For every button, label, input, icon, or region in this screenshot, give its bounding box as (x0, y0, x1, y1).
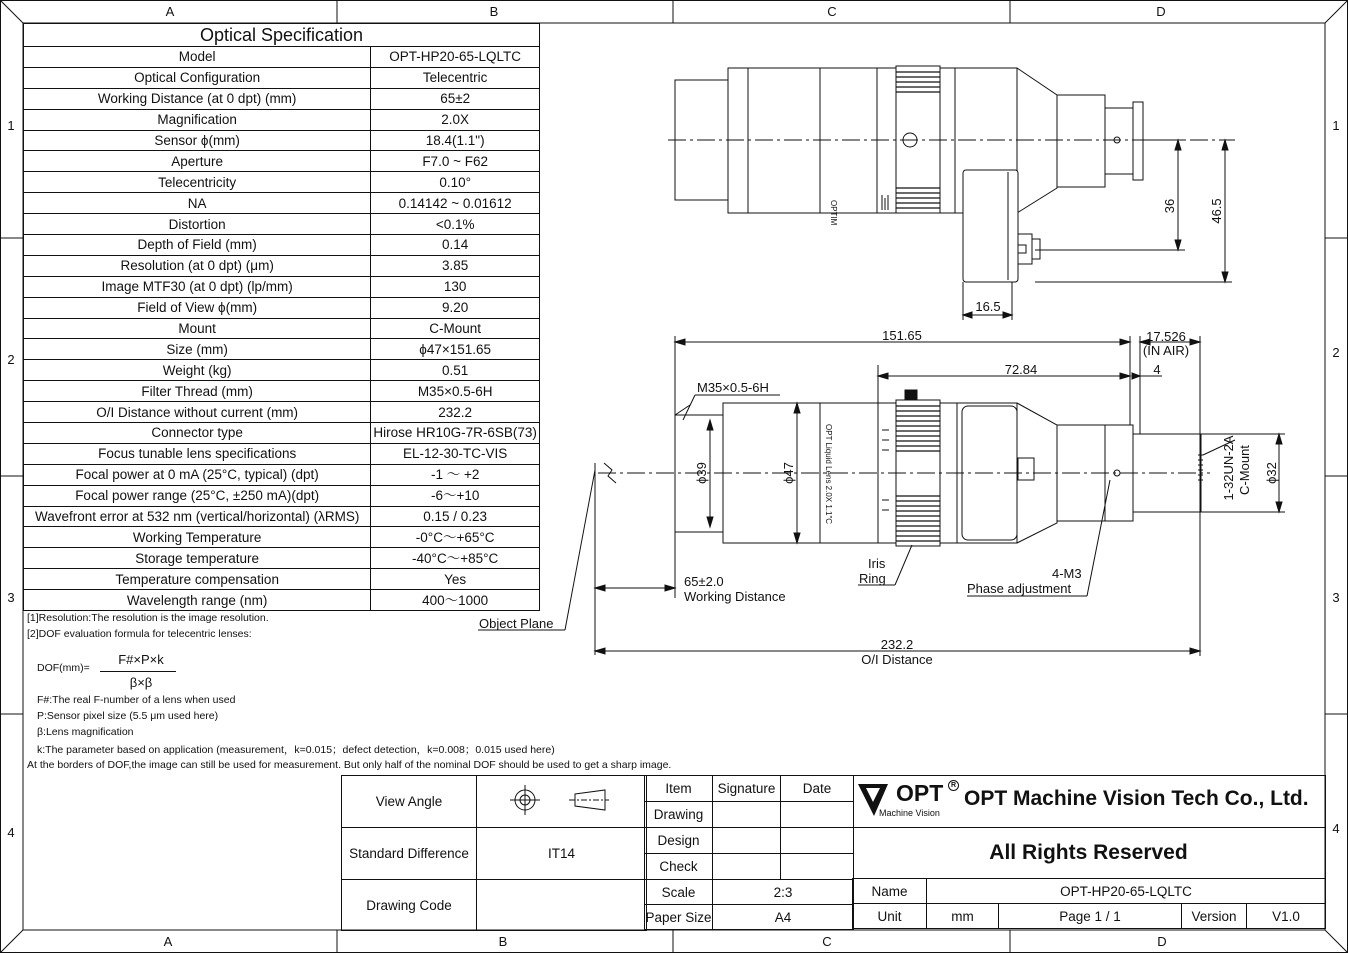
oi-label: O/I Distance (861, 652, 933, 667)
drawing-date (781, 802, 854, 828)
note-pixel-size: P:Sensor pixel size (5.5 μm used here) (37, 710, 219, 722)
signature-header: Signature (713, 776, 781, 802)
spec-value: -6～+10 (371, 485, 540, 506)
zone-col-b-top: B (489, 4, 499, 19)
spec-key: Filter Thread (mm) (24, 381, 371, 402)
spec-value: Yes (371, 569, 540, 590)
spec-key: Magnification (24, 109, 371, 130)
zone-col-a-top: A (165, 4, 175, 19)
spec-value: 232.2 (371, 402, 540, 423)
spec-key: Mount (24, 318, 371, 339)
spec-value: M35×0.5-6H (371, 381, 540, 402)
lens-side-view (675, 390, 1203, 546)
name-label: Name (853, 879, 927, 904)
spec-value: F7.0 ~ F62 (371, 151, 540, 172)
rights-statement: All Rights Reserved (852, 827, 1326, 878)
spec-key: Optical Configuration (24, 67, 371, 88)
spec-key: Storage temperature (24, 548, 371, 569)
zone-row-1-left: 1 (7, 118, 15, 133)
zone-row-3-left: 3 (7, 590, 15, 605)
phase-label: Phase adjustment (967, 581, 1072, 596)
oi-value: 232.2 (880, 637, 914, 652)
zone-col-d-top: D (1156, 4, 1166, 19)
wd-value: 65±2.0 (684, 574, 724, 589)
spec-key: Distortion (24, 214, 371, 235)
dim-72-84: 72.84 (1004, 362, 1038, 377)
spec-value: ϕ47×151.65 (371, 339, 540, 360)
opt-logo-text: OPT (896, 780, 944, 806)
spec-key: Working Distance (at 0 dpt) (mm) (24, 88, 371, 109)
dim-4: 4 (1153, 362, 1161, 377)
spec-value: -0°C～+65°C (371, 527, 540, 548)
zone-col-c-top: C (827, 4, 837, 19)
spec-key: Sensor ϕ(mm) (24, 130, 371, 151)
view-angle-label: View Angle (342, 776, 477, 828)
page-number: Page 1 / 1 (999, 904, 1182, 929)
note-magnification: β:Lens magnification (37, 726, 134, 738)
spec-value: EL-12-30-TC-VIS (371, 443, 540, 464)
note-fnumber: F#:The real F-number of a lens when used (37, 694, 236, 706)
spec-value: <0.1% (371, 214, 540, 235)
spec-value: 0.10° (371, 172, 540, 193)
spec-key: Resolution (at 0 dpt) (μm) (24, 255, 371, 276)
dim-in-air: (IN AIR) (1142, 343, 1190, 358)
dim-36: 36 (1162, 198, 1177, 214)
formula-numerator: F#×P×k (118, 652, 164, 667)
title-block-right (852, 878, 1326, 929)
zone-col-d-bottom: D (1157, 934, 1167, 949)
title-block-middle (644, 775, 854, 930)
dim-c-mount: C-Mount (1237, 445, 1252, 495)
spec-value: Hirose HR10G-7R-6SB(73) (371, 423, 540, 444)
object-plane-label: Object Plane (479, 616, 554, 631)
spec-key: Size (mm) (24, 339, 371, 360)
spec-value: -1 ～ +2 (371, 464, 540, 485)
zone-row-2-right: 2 (1332, 345, 1340, 360)
scale-label: Scale (645, 880, 713, 905)
drawing-code-value (477, 880, 647, 931)
title-block-left (341, 775, 647, 931)
version-label: Version (1182, 904, 1247, 929)
zone-col-b-bottom: B (498, 934, 508, 949)
spec-key: Working Temperature (24, 527, 371, 548)
registered-mark-icon: R (948, 780, 959, 791)
zone-col-a-bottom: A (163, 934, 173, 949)
scale-value: 2:3 (713, 880, 854, 905)
engraved-lens-label: OPT Liquid Lens 2.0X 1.1"C (824, 424, 833, 525)
spec-value: 65±2 (371, 88, 540, 109)
zone-row-3-right: 3 (1332, 590, 1340, 605)
spec-key: Wavefront error at 532 nm (vertical/horizontal) (λRMS) (24, 506, 371, 527)
spec-key: Depth of Field (mm) (24, 235, 371, 256)
spec-value: 3.85 (371, 255, 540, 276)
zone-row-1-right: 1 (1332, 118, 1340, 133)
spec-key: Telecentricity (24, 172, 371, 193)
dim-d47: ϕ47 (781, 462, 796, 484)
design-signature (713, 828, 781, 854)
spec-key: O/I Distance without current (mm) (24, 402, 371, 423)
spec-title: Optical Specification (24, 24, 540, 47)
spec-value: 400～1000 (371, 590, 540, 611)
spec-key: Model (24, 47, 371, 68)
check-row-label: Check (645, 854, 713, 880)
zone-row-2-left: 2 (7, 352, 15, 367)
view-angle-symbols (477, 776, 647, 828)
spec-value: C-Mount (371, 318, 540, 339)
iris-label: Iris (868, 556, 886, 571)
spec-key: Aperture (24, 151, 371, 172)
projection-symbol-icon (507, 782, 617, 818)
design-row-label: Design (645, 828, 713, 854)
spec-value: -40°C～+85°C (371, 548, 540, 569)
spec-value: 2.0X (371, 109, 540, 130)
spec-key: Connector type (24, 423, 371, 444)
paper-size-value: A4 (713, 905, 854, 930)
spec-key: Focus tunable lens specifications (24, 443, 371, 464)
standard-difference-label: Standard Difference (342, 828, 477, 880)
dim-151-65: 151.65 (882, 328, 922, 343)
company-name: OPT Machine Vision Tech Co., Ltd. (964, 787, 1309, 810)
spec-value: OPT-HP20-65-LQLTC (371, 47, 540, 68)
zone-row-4-left: 4 (7, 825, 15, 840)
spec-key: NA (24, 193, 371, 214)
date-header: Date (781, 776, 854, 802)
spec-key: Weight (kg) (24, 360, 371, 381)
dim-m35-thread: M35×0.5-6H (697, 380, 769, 395)
design-date (781, 828, 854, 854)
drawing-row-label: Drawing (645, 802, 713, 828)
note-k-parameter: k:The parameter based on application (measurement，k=0.015；defect detection，k=0.008；0.015 used here) (37, 744, 555, 756)
spec-key: Wavelength range (nm) (24, 590, 371, 611)
spec-value: 0.14142 ~ 0.01612 (371, 193, 540, 214)
dim-mount-thread: 1-32UN-2A (1221, 435, 1236, 501)
dim-17-526: 17.526 (1146, 329, 1186, 344)
m3-label: 4-M3 (1052, 566, 1082, 581)
item-header: Item (645, 776, 713, 802)
spec-key: Image MTF30 (at 0 dpt) (lp/mm) (24, 276, 371, 297)
drawing-signature (713, 802, 781, 828)
check-date (781, 854, 854, 880)
dim-d39: ϕ39 (694, 462, 709, 484)
spec-value: 0.14 (371, 235, 540, 256)
spec-value: 0.51 (371, 360, 540, 381)
spec-value: 0.15 / 0.23 (371, 506, 540, 527)
ring-label: Ring (859, 571, 886, 586)
spec-key: Focal power range (25°C, ±250 mA)(dpt) (24, 485, 371, 506)
unit-label: Unit (853, 904, 927, 929)
opt-logo-subtitle: Machine Vision (879, 808, 940, 818)
unit-value: mm (927, 904, 999, 929)
formula-denominator: β×β (129, 675, 153, 690)
standard-difference-value: IT14 (477, 828, 647, 880)
zone-row-4-right: 4 (1332, 821, 1340, 836)
spec-key: Field of View ϕ(mm) (24, 297, 371, 318)
spec-value: 130 (371, 276, 540, 297)
note-dof-formula: [2]DOF evaluation formula for telecentric lenses: (27, 628, 252, 640)
version-value: V1.0 (1247, 904, 1326, 929)
drawing-code-label: Drawing Code (342, 880, 477, 931)
name-value: OPT-HP20-65-LQLTC (927, 879, 1326, 904)
check-signature (713, 854, 781, 880)
spec-value: 9.20 (371, 297, 540, 318)
formula-lhs: DOF(mm)= (37, 662, 90, 674)
spec-key: Focal power at 0 mA (25°C, typical) (dpt) (24, 464, 371, 485)
dim-16-5: 16.5 (975, 299, 1001, 314)
zone-col-c-bottom: C (822, 934, 832, 949)
note-resolution: [1]Resolution:The resolution is the image resolution. (27, 612, 269, 624)
wd-label: Working Distance (684, 589, 786, 604)
spec-key: Temperature compensation (24, 569, 371, 590)
engraved-logo-top: OPTIM (829, 200, 838, 226)
dim-d32: ϕ32 (1264, 462, 1279, 484)
spec-value: Telecentric (371, 67, 540, 88)
note-dof-border: At the borders of DOF,the image can still be used for measurement. But only half of the nominal DOF should be used to get a sharp image. (27, 759, 672, 771)
dim-46-5: 46.5 (1209, 198, 1224, 224)
paper-size-label: Paper Size (645, 905, 713, 930)
spec-value: 18.4(1.1") (371, 130, 540, 151)
company-header (852, 775, 1326, 828)
